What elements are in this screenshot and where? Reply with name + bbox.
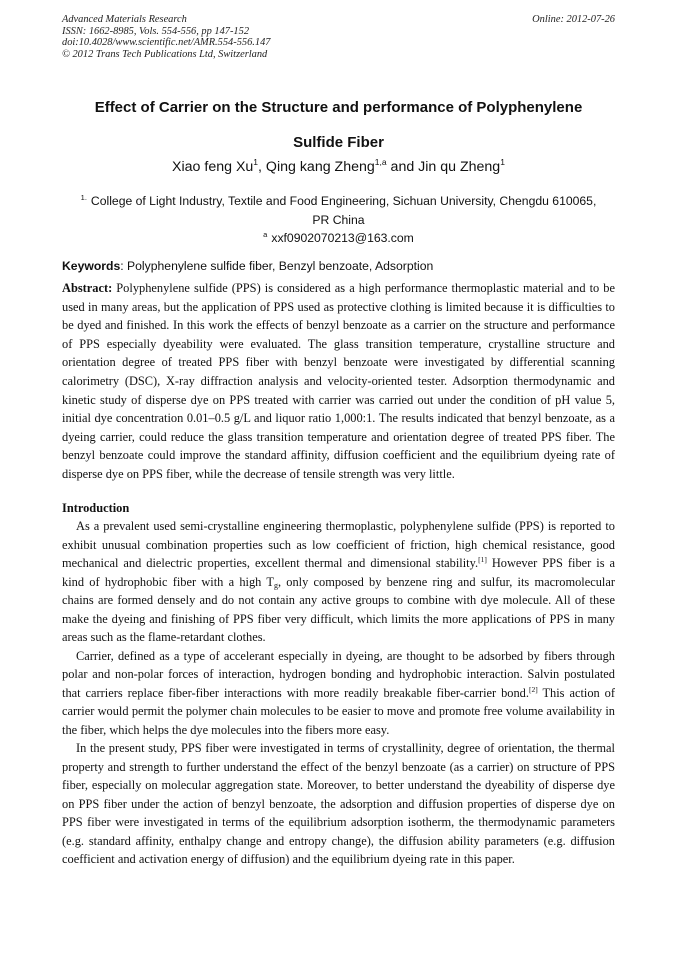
author-separator: and [386, 159, 419, 175]
abstract-label: Abstract: [62, 281, 113, 295]
author-name: Xiao feng Xu [172, 159, 254, 175]
intro-paragraph-2 [62, 647, 615, 740]
author-name: Jin qu Zheng [418, 159, 501, 175]
introduction-body [62, 517, 615, 869]
paper-title [62, 90, 615, 160]
author-name: Qing kang Zheng [265, 159, 375, 175]
intro-paragraph-3: In the present study, PPS fiber were investigated in terms of crystallinity, degree of orientation, the thermal property and strength to further understand the effect of the benzyl benzoate (as a carrier) on structure of PPS fiber, especially on molecular aggregation state. Moreover, to better understand the dyeability of disperse dye on PPS fiber under the action of benzyl benzoate, the adsorption and diffusion properties of disperse dye on PPS fiber were investigated in terms of the equilibrium adsorption isotherm, the thermodynamic parameters (e.g. standard affinity, enthalpy change and entropy change), the diffusion ability parameters (e.g. diffusion coefficient and activation energy of diffusion) and the equilibrium dyeing rate in this paper. [62, 741, 615, 866]
title-line-1: Effect of Carrier on the Structure and performance of Polyphenylene [94, 99, 583, 116]
keywords-label: Keywords [62, 259, 121, 273]
journal-name: Advanced Materials Research [62, 14, 187, 25]
author-affil-mark: 1 [253, 157, 259, 167]
issn-line: ISSN: 1662-8985, Vols. 554-556, pp 147-152 [62, 25, 250, 37]
citation-ref: [2] [528, 684, 538, 694]
section-heading-introduction: Introduction [62, 501, 130, 515]
title-line-2: Sulfide Fiber [293, 134, 384, 151]
abstract-text: Polyphenylene sulfide (PPS) is considered as a high performance thermoplastic material and to be used in many areas, but the application of PPS used as protective clothing is limited because it is difficulties to be dyed and finished. In this work the effects of benzyl benzoate as a carrier on the structure and performance of PPS especially dyeability were evaluated. The glass transition temperature, crystalline structure and orientation degree of treated PPS fiber with benzyl benzoate were investigated by differential scanning calorimetry (DSC), X-ray diffraction analysis and velocity-oriented tester. Adsorption thermodynamic and kinetic study of disperse dye on PPS treated with carrier was carried out under the condition of pH value 5, initial dye concentration 0.01–0.5 g/L and liquor ratio 1,000:1. The results indicated that benzyl benzoate, as a dyeing carrier, could reduce the glass transition temperature and orientation degree of treated PPS fiber. The benzyl benzoate could improve the standard affinity, diffusion coefficient and the equilibrium dyeing rate of disperse dye on PPS fiber, while the decrease of tensile strength was very little. [62, 281, 615, 481]
intro-paragraph-1 [62, 517, 615, 647]
author-email: xxf0902070213@163.com [271, 231, 414, 245]
citation-ref: [1] [478, 555, 487, 564]
paragraph-text: This action of carrier would permit the polymer chain molecules to be easier to move and promote free volume availability in the fiber, which helps the dye molecules into the fibers more easy. [62, 685, 615, 737]
online-date: Online: 2012-07-26 [532, 14, 615, 25]
affiliation-line-2: PR China [312, 212, 365, 227]
keywords-line [62, 258, 615, 274]
paragraph-text: However PPS fiber is a kind of hydrophobic fiber with a high T [62, 556, 615, 589]
email-line [62, 229, 615, 248]
abstract-paragraph [62, 279, 615, 484]
keywords-text: : Polyphenylene sulfide fiber, Benzyl benzoate, Adsorption [120, 259, 434, 273]
paragraph-text: Carrier, defined as a type of accelerant especially in dyeing, are thought to be adsorbed by fibers through polar and non-polar forces of interaction, hydrogen bonding and hydrophobic interaction. Salvin postulated that carriers replace fiber-fiber interactions with more readily breakable fiber-carrier bond. [62, 648, 615, 700]
email-mark: a [263, 230, 268, 239]
tg-subscript: g [273, 580, 278, 590]
affiliation-mark: 1. [80, 193, 87, 202]
author-affil-mark: 1,a [374, 157, 387, 167]
affiliation-line-1 [62, 192, 615, 211]
author-list [62, 157, 615, 177]
paragraph-text: As a prevalent used semi-crystalline engineering thermoplastic, polyphenylene sulfide (PPS) is reported to exhibit unusual combination properties such as low coefficient of friction, high chemical resistance, good mechanical and dielectric properties, excellent thermal and dimensional stability. [62, 519, 615, 570]
copyright-line: © 2012 Trans Tech Publications Ltd, Switzerland [62, 48, 268, 60]
doi-line: doi:10.4028/www.scientific.net/AMR.554-556.147 [62, 37, 271, 49]
journal-header [62, 14, 615, 60]
author-separator: , [258, 159, 266, 175]
affiliation-text: College of Light Industry, Textile and Food Engineering, Sichuan University, Chengdu 610065, [90, 194, 597, 208]
affiliation-block [62, 192, 615, 248]
author-affil-mark: 1 [500, 157, 505, 167]
paragraph-text: , only composed by benzene ring and sulfur, its macromolecular chains are formed densely and do not contain any active groups to combine with dye molecule. All of these make the dyeing and finishing of PPS fiber very difficult, which limits the more applications of PPS in many areas such as the flame-retardant clothes. [62, 574, 615, 644]
